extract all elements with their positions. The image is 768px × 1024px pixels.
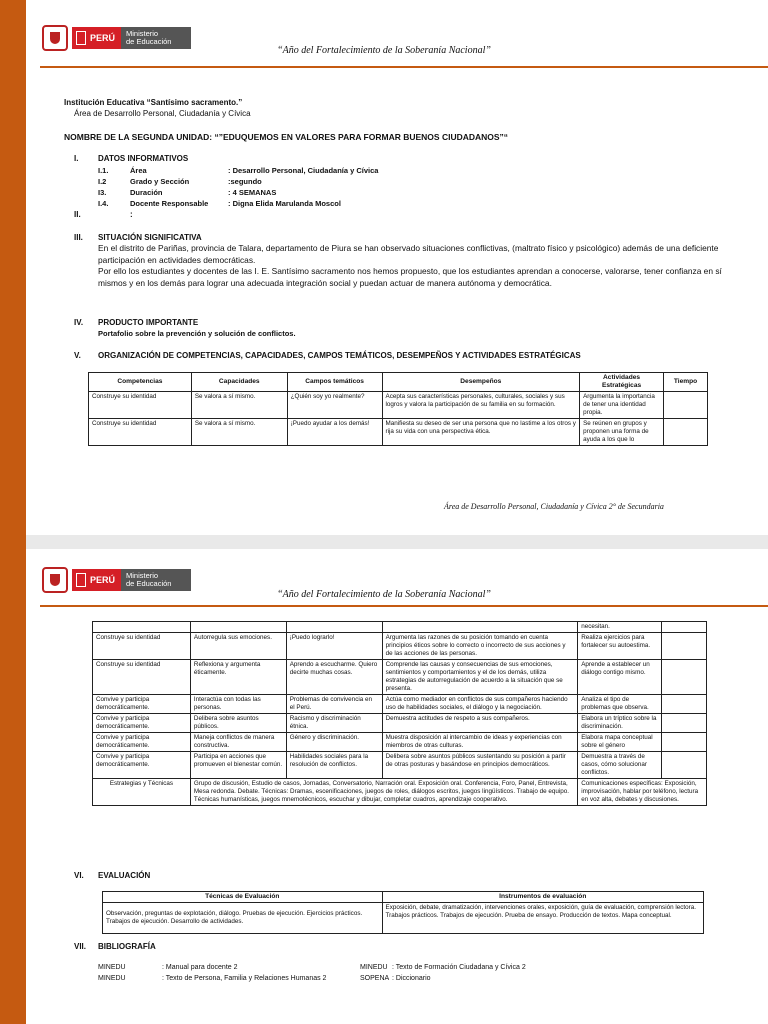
table-row: [93, 633, 707, 660]
section-num: II.: [74, 210, 81, 219]
section-title: ORGANIZACIÓN DE COMPETENCIAS, CAPACIDADES, CAMPOS TEMÁTICOS, DESEMPEÑOS Y ACTIVIDADES ESTRATÉGICAS: [98, 351, 581, 360]
strategies-communication: Comunicaciones específicas: Exposición, improvisación, hablar por teléfono, lectura en voz alta, debates y discusiones.: [578, 779, 707, 806]
table-cell: Reflexiona y argumenta éticamente.: [190, 660, 286, 695]
table-cell: Convive y participa democráticamente.: [93, 714, 191, 733]
table-cell: Analiza el tipo de problemas que observa.: [578, 695, 662, 714]
table-cell: [662, 695, 707, 714]
section-title: DATOS INFORMATIVOS: [98, 154, 189, 163]
table-cell: [664, 419, 708, 446]
table-row: [93, 714, 707, 733]
table-cell: Aprendo a escucharme. Quiero decirte muchas cosas.: [286, 660, 382, 695]
section-title: PRODUCTO IMPORTANTE: [98, 318, 199, 327]
orange-sidebar: [0, 0, 26, 1024]
table-cell: Argumenta la importancia de tener una identidad propia.: [580, 392, 664, 419]
table-row: [89, 419, 708, 446]
table-cell: Maneja conflictos de manera constructiva.: [190, 733, 286, 752]
table-cell: Argumenta las razones de su posición tomando en cuenta principios éticos sobre lo correcto o incorrecto de sus acciones y de las acciones de las personas.: [382, 633, 578, 660]
peru-badge: PERÚ: [72, 27, 121, 49]
table-row: [93, 752, 707, 779]
section-num: VII.: [74, 942, 87, 951]
table-cell: Interactúa con todas las personas.: [190, 695, 286, 714]
table-cell: Aprende a establecer un diálogo contigo mismo.: [578, 660, 662, 695]
table-cell: Convive y participa democráticamente.: [93, 733, 191, 752]
table-cell: Actúa como mediador en conflictos de sus compañeros haciendo uso de habilidades sociales, el diálogo y la negociación.: [382, 695, 578, 714]
table-cell: [662, 633, 707, 660]
bib-source: MINEDU: [360, 964, 388, 971]
evaluation-header: Técnicas de Evaluación: [103, 892, 383, 903]
evaluation-instruments: Exposición, debate, dramatización, intervenciones orales, exposición, guía de evaluación, comprensión lectora. Trabajos prácticos. Trabajos de ejecución. Prueba de ensayo. Producción de textos. Mapa conceptual.: [382, 903, 703, 934]
column-header: Campos temáticos: [287, 373, 382, 392]
table-cell: Se reúnen en grupos y proponen una forma de ayuda a los que lo: [580, 419, 664, 446]
table-cell: Convive y participa democráticamente.: [93, 752, 191, 779]
strategies-label: Estrategias y Técnicas: [93, 779, 191, 806]
table-cell: Racismo y discriminación étnica.: [286, 714, 382, 733]
table-cell: necesitan.: [578, 622, 662, 633]
table-cell: Construye su identidad: [89, 392, 192, 419]
table-cell: Se valora a sí mismo.: [191, 419, 287, 446]
table-row: [93, 733, 707, 752]
datos-row-label: Docente Responsable: [130, 199, 209, 208]
table-row: [93, 622, 707, 633]
flag-icon: [76, 31, 86, 45]
table-cell: [662, 622, 707, 633]
evaluation-table: [102, 891, 704, 934]
table-cell: Delibera sobre asuntos públicos sustentando su posición a partir de otras posturas y basándose en principios democráticos.: [382, 752, 578, 779]
table-row: [93, 695, 707, 714]
table-cell: [662, 733, 707, 752]
column-header: Desempeños: [382, 373, 580, 392]
bib-title: : Diccionario: [392, 975, 431, 982]
column-header: Competencias: [89, 373, 192, 392]
table-cell: [662, 752, 707, 779]
peru-badge: PERÚ: [72, 569, 121, 591]
header-rule: [40, 66, 768, 68]
competencies-table-2: [92, 621, 707, 806]
header-rule: [40, 605, 768, 607]
table-row: [89, 392, 708, 419]
table-cell: [662, 660, 707, 695]
bib-title: : Texto de Persona, Familia y Relaciones Humanas 2: [162, 975, 327, 982]
section-num: I.: [74, 154, 79, 163]
section-num: IV.: [74, 318, 84, 327]
datos-row-label: Área: [130, 166, 147, 175]
datos-row-value: : Digna Elida Marulanda Moscol: [228, 199, 341, 208]
product-text: Portafolio sobre la prevención y solución de conflictos.: [98, 329, 296, 338]
datos-row-value: :segundo: [228, 177, 262, 186]
ministry-label: Ministerio de Educación: [121, 569, 191, 591]
table-cell: ¡Puedo ayudar a los demás!: [287, 419, 382, 446]
evaluation-header: Instrumentos de evaluación: [382, 892, 703, 903]
situation-paragraph-2: Por ello los estudiantes y docentes de las I. E. Santísimo sacramento nos hemos propuesto, que los estudiantes aprendan a conocerse, valorarse, tener confianza en sí mismos y en los demás para lograr una adecuada integración social y puedan actuar de manera autónoma y democrática.: [98, 266, 722, 288]
section-title: SITUACIÓN SIGNIFICATIVA: [98, 233, 202, 242]
table-cell: ¿Quién soy yo realmente?: [287, 392, 382, 419]
table-cell: Demuestra actitudes de respeto a sus compañeros.: [382, 714, 578, 733]
bib-source: MINEDU: [98, 964, 126, 971]
column-header: Capacidades: [191, 373, 287, 392]
table-cell: Comprende las causas y consecuencias de sus emociones, sentimientos y comportamientos y el de los demás, utiliza estrategias de autorregulación de acuerdo a la situación que se presenta.: [382, 660, 578, 695]
datos-row-label: Duración: [130, 188, 163, 197]
unit-name: NOMBRE DE LA SEGUNDA UNIDAD: “”EDUQUEMOS EN VALORES PARA FORMAR BUENOS CIUDADANOS”“: [64, 132, 509, 142]
table-cell: Se valora a sí mismo.: [191, 392, 287, 419]
competencies-table-1: [88, 372, 708, 446]
bib-title: : Manual para docente 2: [162, 964, 238, 971]
table-cell: [286, 622, 382, 633]
institution: Institución Educativa “Santísimo sacramento.”: [64, 98, 243, 107]
table-cell: Elabora un tríptico sobre la discriminación.: [578, 714, 662, 733]
table-cell: Construye su identidad: [89, 419, 192, 446]
strategies-text: Grupo de discusión, Estudio de casos, Jornadas, Conversatorio, Narración oral. Exposición oral. Conferencia, Foro, Panel, Entrevista, Mesa redonda. Debate. Técnicas: Dramas, escenificaciones, juegos de roles, diálogos escritos, juegos lingüísticos. Trabajo de equipo. Técnicas humanísticas, juegos mnemotécnicos, escuchar y dibujar, completar cuadros, aprendizaje cooperativo.: [190, 779, 577, 806]
strategies-row: [93, 779, 707, 806]
section-num: V.: [74, 351, 81, 360]
bib-title: : Texto de Formación Ciudadana y Cívica 2: [392, 964, 526, 971]
page-gap: [26, 535, 768, 549]
table-cell: Acepta sus características personales, culturales, sociales y sus logros y valora la participación de su familia en su formación.: [382, 392, 580, 419]
table-cell: Demuestra a través de casos, cómo solucionar conflictos.: [578, 752, 662, 779]
table-row: [93, 660, 707, 695]
datos-row-value: : 4 SEMANAS: [228, 188, 277, 197]
table-cell: [382, 622, 578, 633]
table-cell: Realiza ejercicios para fortalecer su autoestima.: [578, 633, 662, 660]
bib-source: MINEDU: [98, 975, 126, 982]
evaluation-techniques: Observación, preguntas de explotación, diálogo. Pruebas de ejecución. Ejercicios prácticos. Trabajos de ejecución. Desarrollo de actividades.: [103, 903, 383, 934]
year-motto: “Año del Fortalecimiento de la Soberanía Nacional”: [277, 45, 491, 56]
table-cell: Participa en acciones que promueven el bienestar común.: [190, 752, 286, 779]
table-cell: ¡Puedo lograrlo!: [286, 633, 382, 660]
datos-row-value: : Desarrollo Personal, Ciudadanía y Cívica: [228, 166, 379, 175]
table-header-row: [89, 373, 708, 392]
table-cell: Delibera sobre asuntos públicos.: [190, 714, 286, 733]
table-cell: Elabora mapa conceptual sobre el género: [578, 733, 662, 752]
area-line: Área de Desarrollo Personal, Ciudadanía y Cívica: [74, 109, 251, 118]
section-title: EVALUACIÓN: [98, 871, 151, 880]
section-title: BIBLIOGRAFÍA: [98, 942, 156, 951]
ministry-label: Ministerio de Educación: [121, 27, 191, 49]
table-cell: Problemas de convivencia en el Perú.: [286, 695, 382, 714]
table-cell: [190, 622, 286, 633]
section-value: :: [130, 210, 133, 219]
table-cell: Convive y participa democráticamente.: [93, 695, 191, 714]
year-motto: “Año del Fortalecimiento de la Soberanía Nacional”: [277, 589, 491, 600]
datos-row-label: Grado y Sección: [130, 177, 190, 186]
table-cell: Construye su identidad: [93, 633, 191, 660]
table-cell: [664, 392, 708, 419]
situation-paragraph-1: En el distrito de Pariñas, provincia de Talara, departamento de Piura se han observado situaciones conflictivas, (maltrato físico y psicológico) además de una deficiente participación en actividades democráticas.: [98, 243, 719, 265]
table-cell: Habilidades sociales para la resolución de conflictos.: [286, 752, 382, 779]
table-cell: Muestra disposición al intercambio de ideas y experiencias con miembros de otras culturas.: [382, 733, 578, 752]
datos-row-num: I3.: [98, 188, 107, 197]
section-num: III.: [74, 233, 83, 242]
table-cell: Manifiesta su deseo de ser una persona que no lastime a los otros y rija su vida con una perspectiva ética.: [382, 419, 580, 446]
table-cell: Construye su identidad: [93, 660, 191, 695]
bib-source: SOPENA: [360, 975, 390, 982]
page-footer: Área de Desarrollo Personal, Ciudadanía y Cívica 2° de Secundaria: [444, 502, 664, 511]
table-cell: [662, 714, 707, 733]
column-header: Actividades Estratégicas: [580, 373, 664, 392]
flag-icon: [76, 573, 86, 587]
datos-row-num: I.2: [98, 177, 107, 186]
section-num: VI.: [74, 871, 84, 880]
column-header: Tiempo: [664, 373, 708, 392]
table-cell: Género y discriminación.: [286, 733, 382, 752]
datos-row-num: I.4.: [98, 199, 109, 208]
datos-row-num: I.1.: [98, 166, 109, 175]
table-cell: Autorregula sus emociones.: [190, 633, 286, 660]
table-cell: [93, 622, 191, 633]
